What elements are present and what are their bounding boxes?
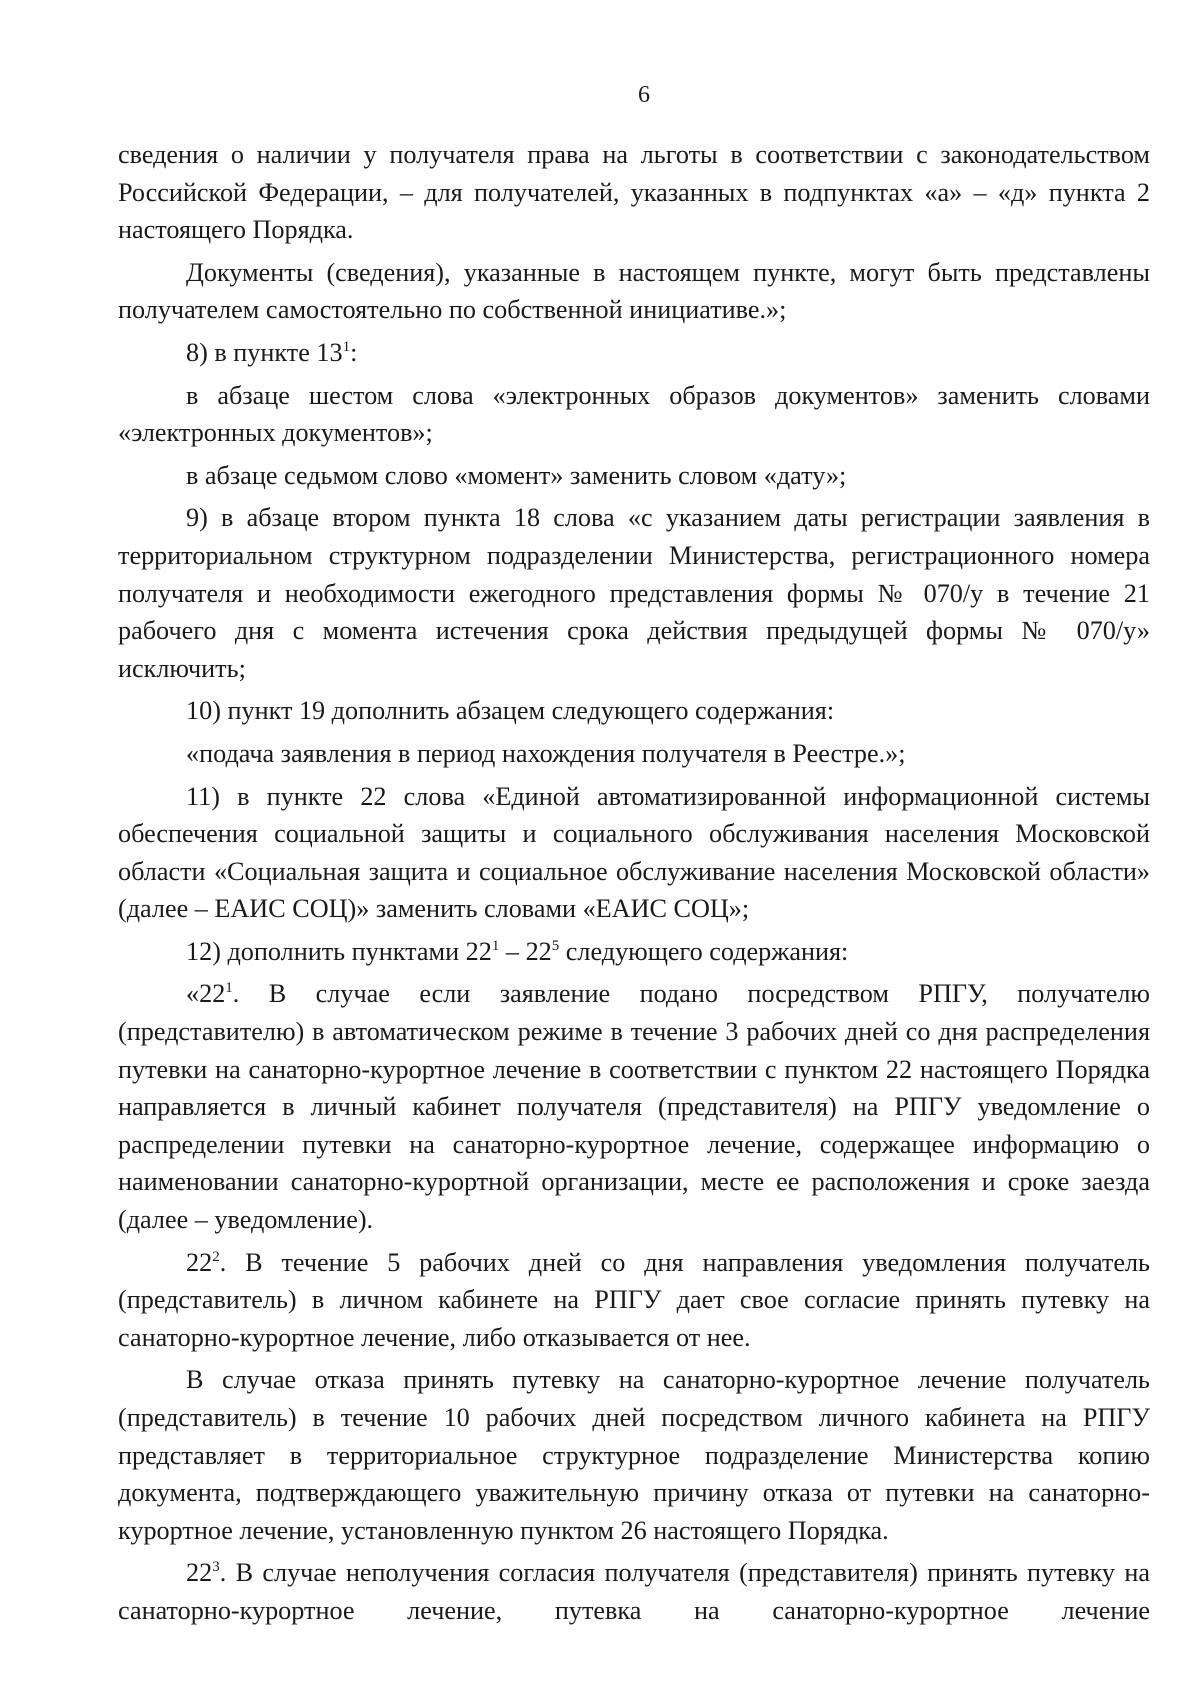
item-8-sup: 1	[342, 338, 351, 355]
paragraph-refusal: В случае отказа принять путевку на санаторно-курортное лечение получатель (представитель) в течение 10 рабочих дней посредством личного кабинета на РПГУ представляет в территориальное структурное подразделение Министерства копию документа, подтверждающего уважительную причину отказа от путевки на санаторно-курортное лечение, установленную пунктом 26 настоящего Порядка.	[118, 1365, 1150, 1545]
paragraph-item-11: 11) в пункте 22 слова «Единой автоматизированной информационной системы обеспечения социальной защиты и социального обслуживания населения Московской области «Социальная защита и социальное обслуживание населения Московской области» (далее – ЕАИС СОЦ)» заменить словами «ЕАИС СОЦ»;	[118, 781, 1150, 924]
p22-2-prefix: 22	[186, 1247, 213, 1277]
p22-2-sup: 2	[212, 1248, 220, 1265]
paragraph-reestr: «подача заявления в период нахождения получателя в Реестре.»;	[186, 738, 906, 768]
item-8-suffix: :	[350, 337, 358, 367]
item-12-prefix: 12) дополнить пунктами 22	[186, 936, 492, 966]
paragraph-item-10: 10) пункт 19 дополнить абзацем следующего содержания:	[186, 696, 835, 726]
paragraph-info-benefits: сведения о наличии у получателя права на льготы в соответствии с законодательством Российской Федерации, – для получателей, указанных в подпунктах «а» – «д» пункта 2 настоящего Порядка.	[118, 140, 1150, 245]
paragraph-22-3	[118, 1554, 1150, 1629]
paragraph-item-9: 9) в абзаце втором пункта 18 слова «с указанием даты регистрации заявления в территориальном структурном подразделении Министерства, регистрационного номера получателя и необходимости ежегодного представления формы № 070/у в течение 21 рабочего дня с момента истечения срока действия предыдущей формы № 070/у» исключить;	[118, 503, 1150, 683]
p22-3-text: . В случае неполучения согласия получателя (представителя) принять путевку на санаторно-курортное лечение, путевка на санаторно-курортное лечение	[118, 1558, 1150, 1625]
paragraph-item-12	[118, 933, 1150, 971]
p22-3-sup: 3	[212, 1559, 220, 1576]
page-number: 6	[638, 82, 650, 108]
paragraph-22-2	[118, 1244, 1150, 1357]
item-12-middle: – 22	[499, 936, 552, 966]
p22-1-text: . В случае если заявление подано посредством РПГУ, получателю (представителю) в автоматическом режиме в течение 3 рабочих дней со дня распределения путевки на санаторно-курортное лечение в соответствии с пунктом 22 настоящего Порядка направляется в личный кабинет получателя (представителя) на РПГУ уведомление о распределении путевки на санаторно-курортное лечение, содержащее информацию о наименовании санаторно-курортной организации, месте ее расположения и сроке заезда (далее – уведомление).	[118, 979, 1150, 1235]
paragraph-22-1	[118, 975, 1150, 1238]
p22-1-prefix: «22	[186, 979, 226, 1009]
item-12-sup-1: 1	[491, 937, 500, 954]
item-8-text: 8) в пункте 13	[186, 337, 343, 367]
paragraph-abzac-6: в абзаце шестом слова «электронных образов документов» заменить словами «электронных документов»;	[118, 380, 1150, 448]
paragraph-item-8	[118, 334, 1150, 372]
paragraph-documents: Документы (сведения), указанные в настоящем пункте, могут быть представлены получателем самостоятельно по собственной инициативе.»;	[118, 257, 1150, 325]
p22-3-prefix: 22	[186, 1558, 213, 1588]
item-12-sup-2: 5	[551, 937, 560, 954]
paragraph-abzac-7: в абзаце седьмом слово «момент» заменить словом «дату»;	[186, 460, 847, 490]
p22-1-sup: 1	[225, 980, 233, 997]
p22-2-text: . В течение 5 рабочих дней со дня направления уведомления получатель (представитель) в личном кабинете на РПГУ дает свое согласие принять путевку на санаторно-курортное лечение, либо отказывается от нее.	[118, 1247, 1150, 1352]
item-12-suffix: следующего содержания:	[559, 936, 849, 966]
